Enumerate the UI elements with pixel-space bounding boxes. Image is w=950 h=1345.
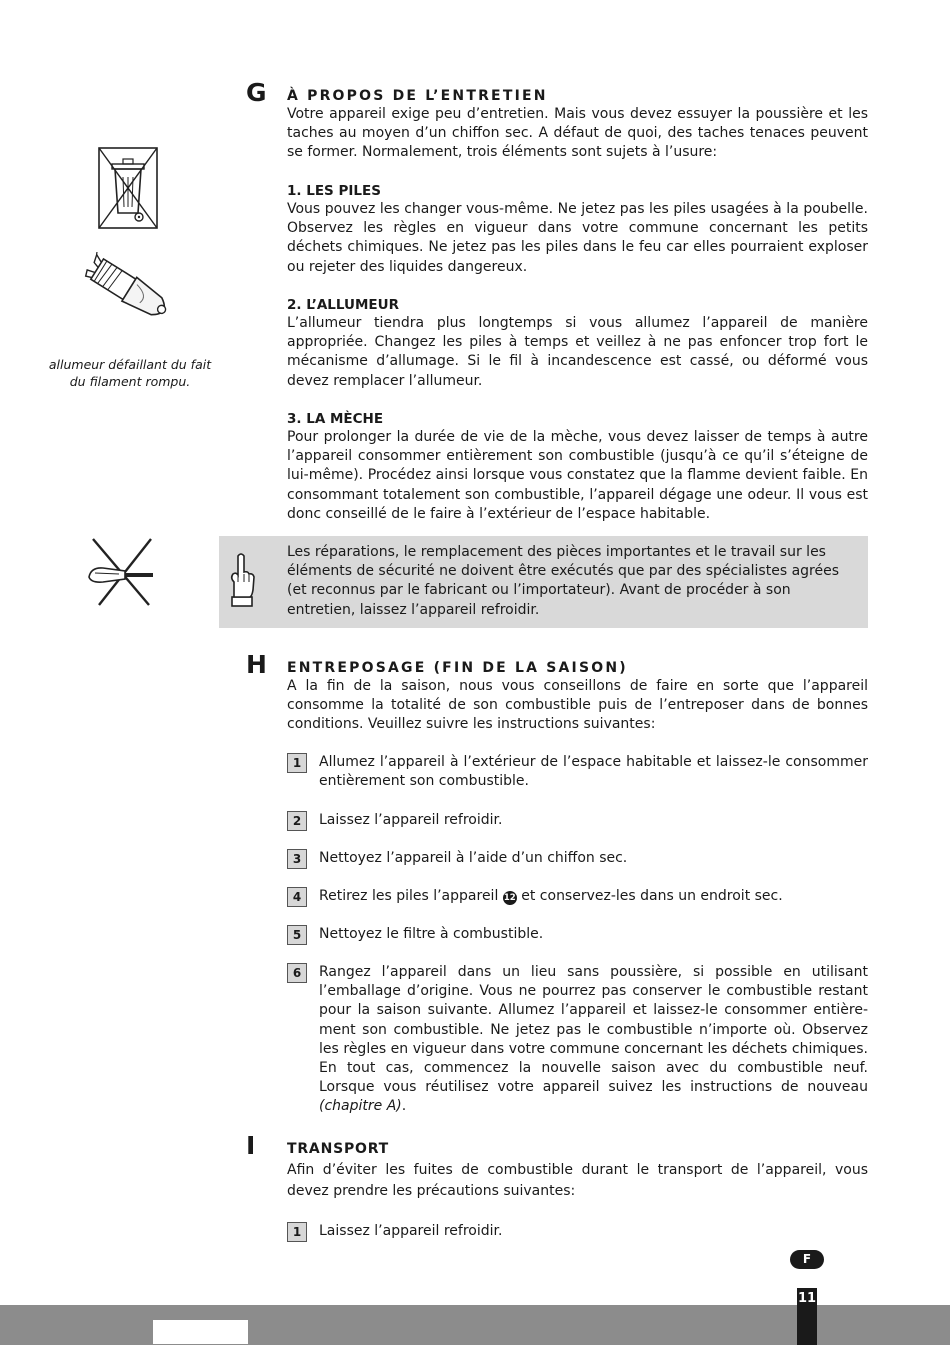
igniter-subtitle: 2. L’ALLUMEUR — [287, 297, 399, 313]
step-text-6-tail: . — [401, 1098, 407, 1115]
language-badge: F — [790, 1250, 824, 1269]
crossed-bin-icon — [98, 147, 158, 229]
section-letter-h: H — [246, 650, 267, 679]
step-text-2: Laissez l’appareil refroidir. — [319, 812, 503, 828]
step-text-3: Nettoyez l’appareil à l’aide d’un chiffon sec. — [319, 850, 628, 866]
storage-intro: A la fin de la saison, nous vous conseillons de faire en sorte que l’appareil consomme la totalité de son combustible puis de l’entreposer dans de bonnes conditions. Veuillez suivre les instructions suivantes: — [287, 678, 868, 733]
step-number-5: 5 — [287, 925, 307, 945]
wick-text: Pour prolonger la durée de vie de la mèche, vous devez laisser de temps à autre l’appareil consommer entièrement son combustible (jusqu’à ce qu’il s’éteigne de lui-même). Procédez ainsi lorsque vous constatez que la flamme devient faible. En consommant totalement son combustible, l’appareil dégage une odeur. Il vous est donc conseillé de le faire à l’extérieur de l’espace habitable. — [287, 429, 868, 522]
step-number-3: 3 — [287, 849, 307, 869]
igniter-text: L’allumeur tiendra plus longtemps si vous allumez l’appareil de manière appropriée. Changez les piles à temps et veillez à ne pas enfoncer trop fort le mécanisme d’allumage. Si le fil à incandescence est cassé, ou déformé vous devez remplacer l’allumeur. — [287, 315, 868, 389]
chapter-reference: (chapitre A) — [319, 1098, 402, 1115]
step-text-6-main: Rangez l’appareil dans un lieu sans poussière, si possible en utilisant l’emballage d’origine. Vous ne pourrez pas conserver le combustible restant pour la saison suivante. Allumez l’appareil et laissez-le consommer entière-ment son combustible. Ne jetez pas le combustible n’importe où. Observez les règles en vigueur dans votre commune concernant les déchets chimiques. En tout cas, commencez la nouvelle saison avec du combustible neuf. Lorsque vous réutilisez votre appareil suivez les instructions de nouveau — [319, 964, 868, 1096]
step-text-6 — [319, 963, 868, 1117]
section-title-maintenance: À PROPOS DE L’ENTRETIEN — [287, 88, 548, 104]
page-number: 11 — [797, 1288, 817, 1345]
no-screwdriver-icon — [85, 537, 160, 607]
transport-step-text-1: Laissez l’appareil refroidir. — [319, 1223, 503, 1239]
step-number-6: 6 — [287, 963, 307, 983]
step-text-1: Allumez l’appareil à l’extérieur de l’espace habitable et laissez-le consommer entièrement son combustible. — [319, 754, 868, 790]
warning-text: Les réparations, le remplacement des pièces importantes et le travail sur les éléments de sécurité ne doivent être exécutés que par des spécialistes agrées (et reconnus par le fabricant ou l’importateur). Avant de procéder à son entretien, laissez l’appareil refroidir. — [287, 544, 840, 618]
pointing-hand-icon — [226, 552, 256, 608]
part-reference-badge: 12 — [503, 893, 516, 903]
section-title-storage: ENTREPOSAGE (FIN DE LA SAISON) — [287, 660, 628, 676]
transport-intro: Afin d’éviter les fuites de combustible durant le transport de l’appareil, vous devez prendre les précautions suivantes: — [287, 1162, 868, 1199]
section-letter-i: I — [246, 1131, 256, 1160]
step-number-2: 2 — [287, 811, 307, 831]
igniter-caption: allumeur défaillant du fait du filament rompu. — [48, 357, 212, 389]
wick-subtitle: 3. LA MÈCHE — [287, 411, 384, 427]
batteries-text: Vous pouvez les changer vous-même. Ne jetez pas les piles usagées à la poubelle. Observez les règles en vigueur dans votre commune concernant les petits déchets chimiques. Ne jetez pas les piles dans le feu car elles pourraient exploser ou rejeter des liquides dangereux. — [287, 201, 868, 275]
step-number-4: 4 — [287, 887, 307, 907]
step-text-4-before: Retirez les piles l’appareil — [319, 888, 503, 904]
transport-step-number-1: 1 — [287, 1222, 307, 1242]
batteries-subtitle: 1. LES PILES — [287, 183, 381, 199]
igniter-bulb-icon — [78, 252, 183, 332]
section-title-transport: TRANSPORT — [287, 1141, 390, 1157]
maintenance-intro: Votre appareil exige peu d’entretien. Mais vous devez essuyer la poussière et les taches au moyen d’un chiffon sec. A défaut de quoi, des taches tenaces peuvent se former. Normalement, trois éléments sont sujets à l’usure: — [287, 106, 868, 161]
step-number-1: 1 — [287, 753, 307, 773]
footer-white-block — [153, 1320, 248, 1344]
step-text-4-after: et conservez-les dans un endroit sec. — [516, 888, 783, 904]
step-text-4 — [319, 887, 868, 906]
step-text-5: Nettoyez le filtre à combustible. — [319, 926, 544, 942]
section-letter-g: G — [246, 78, 267, 107]
